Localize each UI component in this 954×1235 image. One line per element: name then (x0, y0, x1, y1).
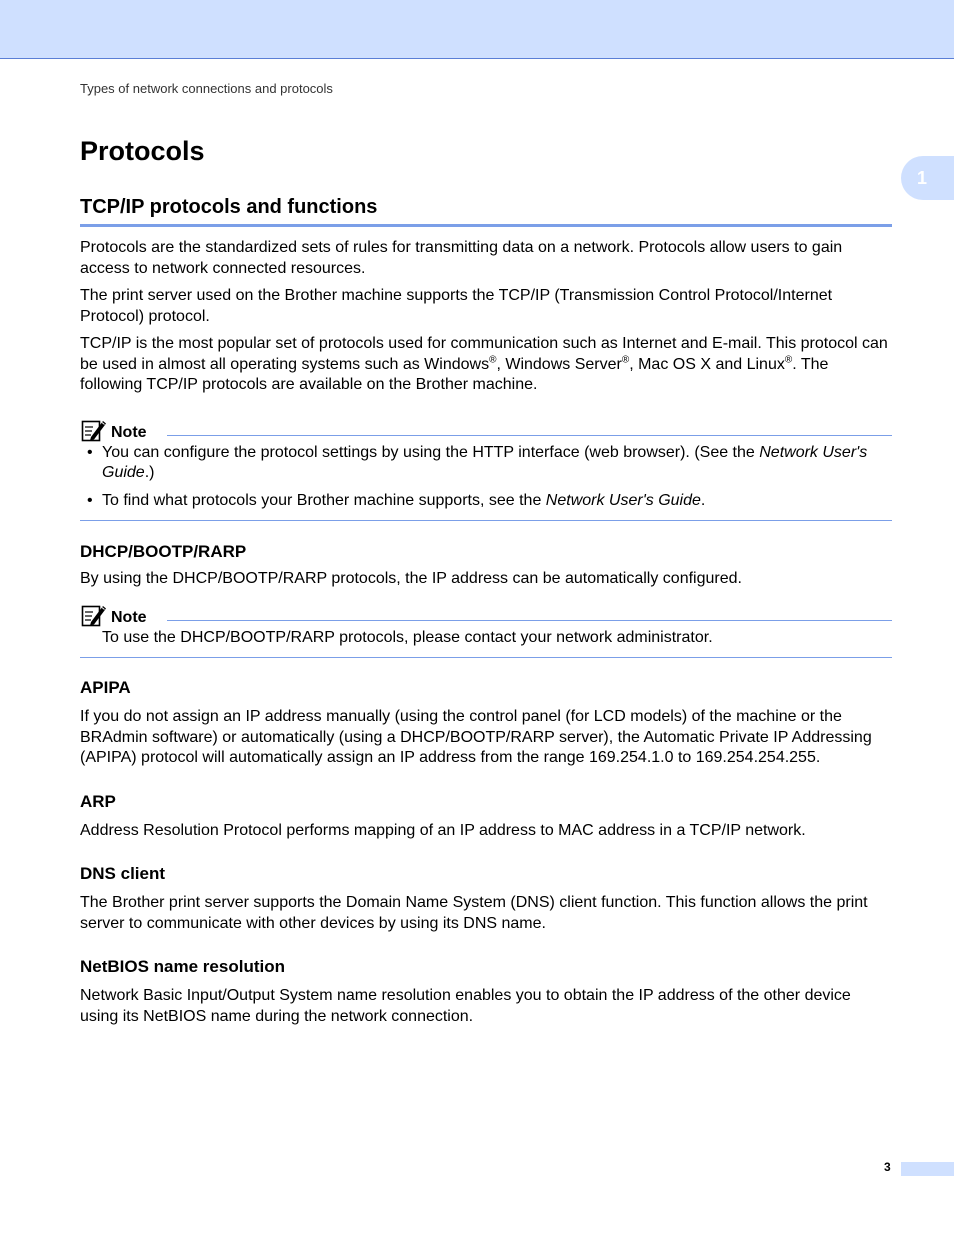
intro-paragraph-1: Protocols are the standardized sets of rules for transmitting data on a network. Protocols allow users to gain access to network connected resources. (80, 239, 843, 277)
intro-text-a: TCP/IP is the most popular set of protocols used for communication such as Internet and E-mail. This protocol can be used in almost all operating systems such as Windows (80, 335, 888, 373)
bullet-dot: • (87, 443, 93, 461)
note-body (80, 442, 892, 522)
intro-paragraph-3 (80, 334, 892, 396)
note-bullet-item (80, 443, 892, 484)
bullet-dot: • (87, 491, 93, 509)
note-bullet-item (80, 491, 892, 512)
intro-text-d: . The following TCP/IP protocols are available on the Brother machine. (80, 355, 829, 393)
registered-mark: ® (489, 354, 497, 366)
note-box (80, 418, 892, 522)
dns-heading: DNS client (80, 864, 166, 883)
arp-heading: ARP (80, 791, 116, 811)
intro-text-c: , Mac OS X and Linux (629, 355, 785, 373)
page-number: 3 (884, 1160, 891, 1174)
netbios-heading: NetBIOS name resolution (80, 957, 285, 976)
note-box (80, 603, 892, 659)
note-rule (167, 620, 892, 621)
footer-band (901, 1162, 954, 1176)
page-content (80, 128, 892, 1027)
note-text: To use the DHCP/BOOTP/RARP protocols, please contact your network administrator. (102, 628, 713, 646)
note-label: Note (111, 608, 147, 626)
note-label: Note (111, 423, 147, 441)
bullet-text: To find what protocols your Brother machine supports, see the (102, 491, 546, 509)
netbios-text: Network Basic Input/Output System name resolution enables you to obtain the IP address of the other device using its NetBIOS name during the network connection. (80, 987, 851, 1025)
note-rule (167, 435, 892, 436)
guide-reference: Network User's Guide (545, 491, 701, 509)
note-header (80, 418, 892, 442)
breadcrumb: Types of network connections and protocols (80, 81, 333, 96)
arp-text: Address Resolution Protocol performs mapping of an IP address to MAC address in a TCP/IP network. (80, 821, 806, 839)
note-pencil-icon (81, 418, 107, 442)
chapter-number: 1 (917, 167, 928, 188)
page-title: Protocols (80, 136, 205, 166)
registered-mark: ® (784, 354, 793, 366)
intro-paragraph-2: The print server used on the Brother machine supports the TCP/IP (Transmission Control Protocol/Internet Protocol) protocol. (80, 287, 833, 325)
note-body (80, 627, 892, 659)
dhcp-heading: DHCP/BOOTP/RARP (80, 542, 247, 561)
bullet-text: You can configure the protocol settings by using the HTTP interface (web browser). (See the (102, 443, 760, 461)
dhcp-text: By using the DHCP/BOOTP/RARP protocols, the IP address can be automatically configured. (80, 570, 742, 587)
guide-reference: Network User's Guide (102, 443, 868, 481)
registered-mark: ® (621, 354, 630, 366)
chapter-tab (901, 156, 954, 200)
apipa-heading: APIPA (80, 678, 131, 697)
header-band (0, 0, 954, 59)
note-pencil-icon (81, 603, 107, 627)
bullet-text: .) (144, 464, 155, 481)
dns-text: The Brother print server supports the Domain Name System (DNS) client function. This function allows the print server to communicate with other devices by using its DNS name. (80, 894, 868, 932)
bullet-text: . (700, 491, 706, 509)
intro-text-b: , Windows Server (496, 355, 622, 373)
note-header (80, 603, 892, 627)
section-title: TCP/IP protocols and functions (80, 195, 892, 227)
apipa-text: If you do not assign an IP address manually (using the control panel (for LCD models) of the machine or the BRAdmin software) or automatically (using a DHCP/BOOTP/RARP server), the Automatic Private IP Addressing (APIPA) protocol will automatically assign an IP address from the range 169.254.1.0 to 169.254.254.255. (80, 708, 872, 766)
